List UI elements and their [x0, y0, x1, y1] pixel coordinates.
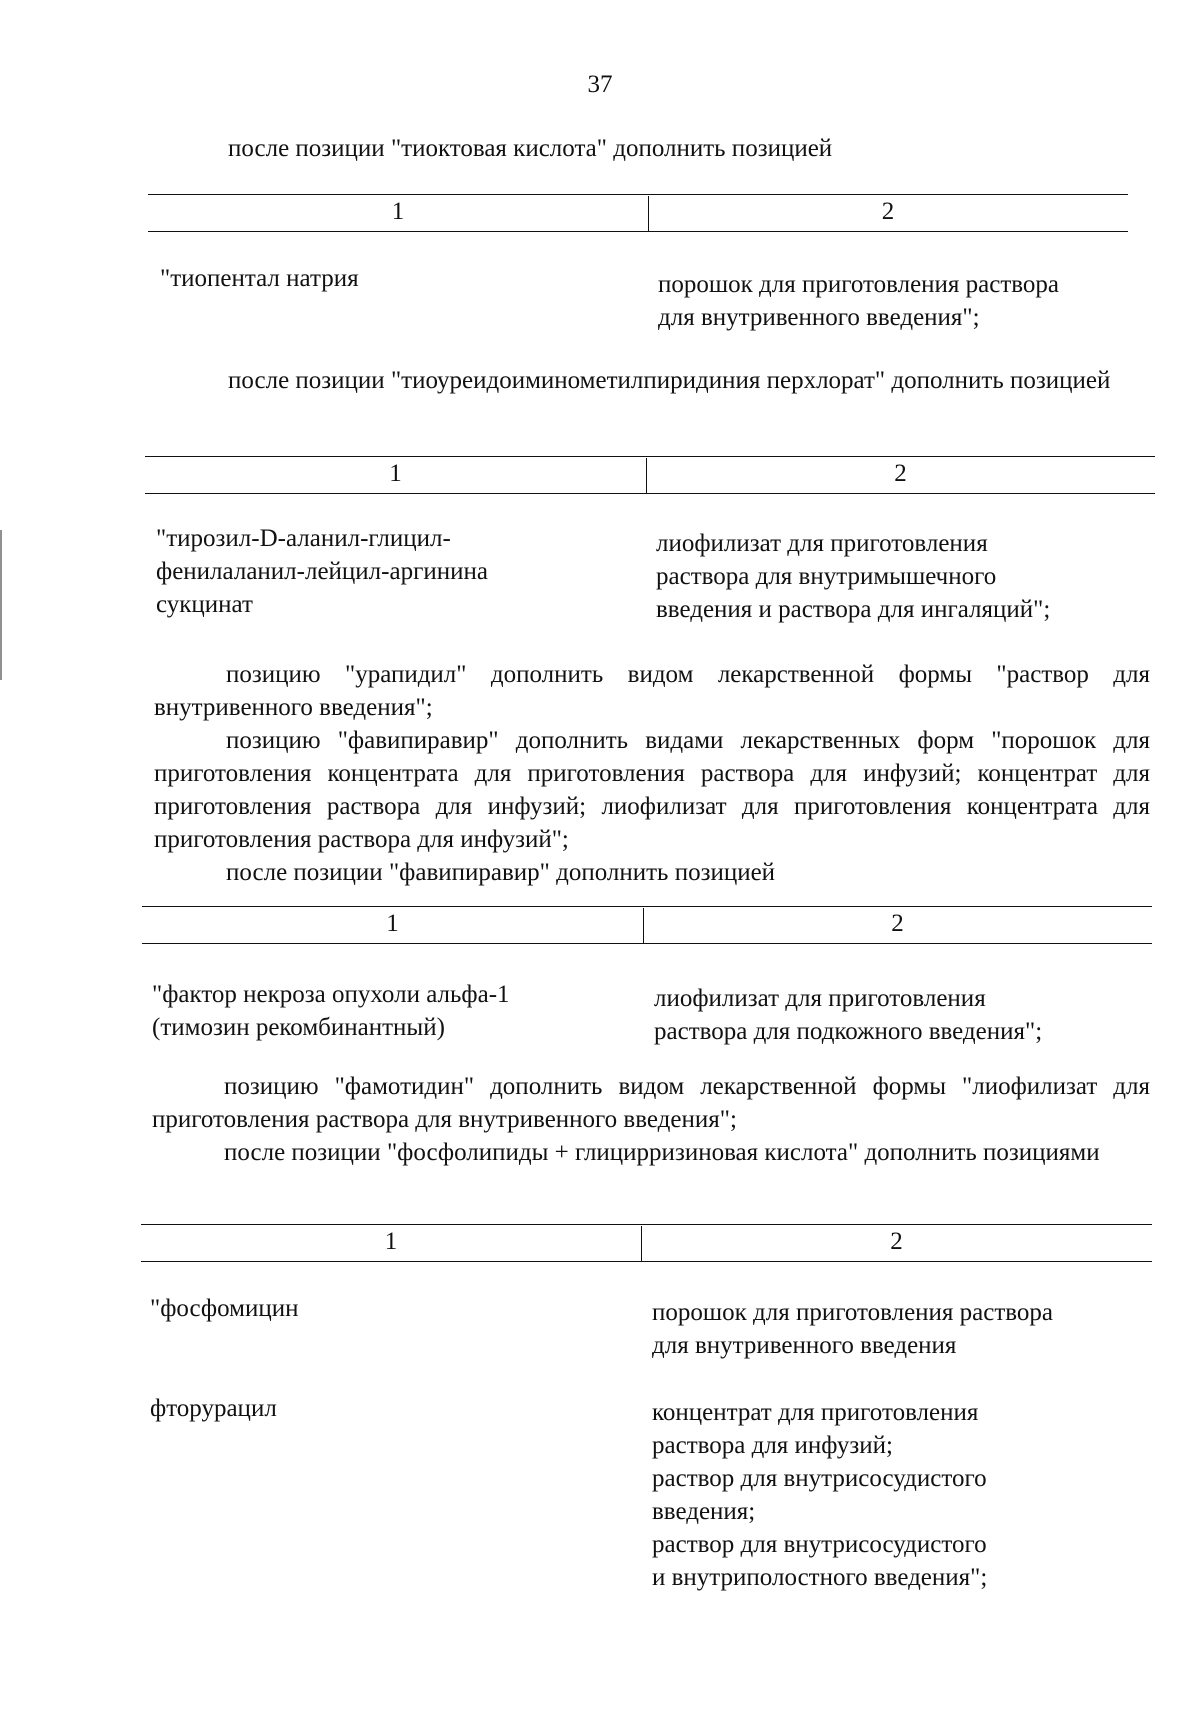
dosage-form: концентрат для приготовления раствора для инфузий; раствор для внутрисосудистого введения; раствор для внутрисосудистого и внутриполостного введения"; — [652, 1399, 988, 1591]
instruction-paragraph: после позиции "фосфолипиды + глицирризиновая кислота" дополнить позициями — [224, 1139, 1100, 1166]
instruction-paragraph: после позиции "тиоктовая кислота" дополнить позицией — [228, 135, 833, 162]
dosage-form: лиофилизат для приготовления раствора для внутримышечного введения и раствора для ингаляций"; — [656, 530, 1051, 623]
table-header — [142, 906, 1152, 944]
column-header-1: 1 — [391, 198, 405, 225]
instruction-paragraph: после позиции "тиоуреидоиминометилпиридиния перхлорат" дополнить позицией — [228, 367, 1111, 394]
instruction-paragraph: позицию "фамотидин" дополнить видом лекарственной формы "лиофилизат для приготовления раствора для внутривенного введения"; — [152, 1073, 1150, 1133]
instruction-paragraph: после позиции "фавипиравир" дополнить позицией — [226, 859, 776, 886]
drug-name: "фактор некроза опухоли альфа-1 (тимозин рекомбинантный) — [152, 981, 510, 1041]
column-header-2: 2 — [890, 1228, 903, 1255]
table-header — [145, 456, 1155, 494]
dosage-form: порошок для приготовления раствора для внутривенного введения"; — [658, 271, 1060, 331]
drug-name: "тиопентал натрия — [160, 265, 359, 292]
drug-name: фторурацил — [150, 1395, 277, 1422]
instruction-paragraph: позицию "урапидил" дополнить видом лекарственной формы "раствор для внутривенного введения"; — [154, 661, 1150, 721]
instruction-paragraph: позицию "фавипиравир" дополнить видами лекарственных форм "порошок для приготовления концентрата для приготовления раствора для инфузий; концентрат для приготовления раствора для инфузий; лиофилизат для приготовления концентрата для приготовления раствора для инфузий"; — [154, 727, 1150, 853]
column-header-1: 1 — [386, 910, 399, 937]
scan-edge-mark — [0, 530, 2, 680]
column-header-1: 1 — [384, 1228, 398, 1255]
drug-name: "фосфомицин — [150, 1295, 299, 1322]
drug-name: "тирозил-D-аланил-глицил- фенилаланил-лейцил-аргинина сукцинат — [156, 525, 488, 618]
dosage-form: лиофилизат для приготовления раствора для подкожного введения"; — [654, 985, 1043, 1045]
column-header-1: 1 — [389, 460, 402, 487]
table-header — [148, 194, 1128, 232]
column-header-2: 2 — [894, 460, 907, 487]
column-header-2: 2 — [891, 910, 904, 937]
dosage-form: порошок для приготовления раствора для внутривенного введения — [652, 1299, 1054, 1359]
table-header — [141, 1224, 1152, 1262]
page-number: 37 — [587, 71, 613, 98]
column-header-2: 2 — [881, 198, 895, 225]
